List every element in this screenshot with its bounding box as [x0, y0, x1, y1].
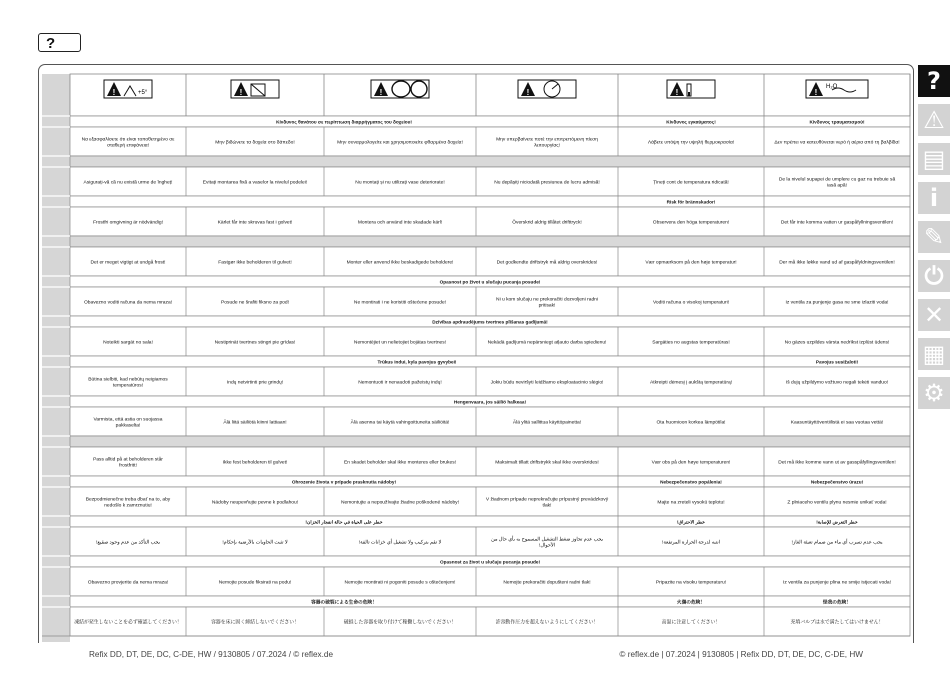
warning-text: 充填バルブは水で満たしてはいけません！ — [790, 620, 884, 626]
svg-text:!: ! — [675, 88, 679, 97]
warning-hot-surface-icon — [667, 80, 715, 98]
service-icon-glyph: ⚙ — [923, 379, 945, 407]
service-icon[interactable] — [918, 377, 950, 409]
warning-heading: Κίνδυνος εγκαύματος! — [666, 119, 716, 125]
warning-text: Μην βιδώνετε τα δοχεία στο δάπεδο! — [215, 140, 295, 146]
table-header-row — [70, 356, 910, 367]
table-row — [70, 607, 910, 636]
warning-text: Nu montați și nu utilizați vase deteriorate! — [355, 180, 445, 186]
warning-text: Posude ne šrafiti fiksno za pod! — [221, 300, 289, 306]
warning-heading: 怪我の危険！ — [822, 599, 852, 605]
warning-text: Älä ylitä sallittua käyttöpainetta! — [512, 420, 582, 426]
warning-heading: Nebezpečenstvo popálenia! — [660, 479, 722, 485]
disposal-bin-icon-glyph: ▦ — [922, 340, 946, 368]
warning-text: انتبه لدرجة الحرارة المرتفعة! — [662, 540, 720, 546]
warning-text: Bezpodmienečne treba dbať na to, aby nedošlo k zamrznutiu! — [85, 497, 171, 509]
warning-text: Nemontuoti ir nenaudoti pažeistų indų! — [358, 380, 442, 386]
warning-text: Älä asenna tai käytä vahingoittuneita säiliöitä! — [350, 420, 450, 426]
warning-text: لا تقم بتركيب ولا تشغيل أي خزانات تالفة! — [358, 540, 442, 546]
warning-text: يجب التأكد من عدم وجود صقيع! — [96, 540, 160, 546]
warning-pressure-gauge-icon — [518, 80, 576, 98]
table-header-row — [70, 156, 910, 167]
warning-text: De la nivelul supapei de umplere cu gaz nu trebuie să iasă apă! — [778, 177, 896, 189]
warning-heading: Opasnost po život u slučaju pucanja posude! — [439, 279, 541, 285]
svg-text:!: ! — [814, 88, 818, 97]
warning-icon-glyph: ⚠ — [923, 106, 945, 134]
warning-text: 破損した容器を取り付けて稼働しないでください！ — [343, 620, 457, 626]
warning-text: Noteikti sargāt no sala! — [103, 340, 153, 346]
warning-text: Älä liitä säiliötä kiinni lattiaan! — [223, 420, 287, 426]
warning-heading: Pavojus susižaloti! — [815, 359, 859, 365]
warning-text: En skadet beholder skal ikke monteres eller brukes! — [344, 460, 456, 466]
warning-text: يجب عدم تسرب أي ماء من صمام تعبئة الغاز! — [791, 540, 883, 546]
warning-frost-icon — [104, 80, 152, 98]
warning-text: Der må ikke løkke vand ud af gaspåfyldningsventilen! — [779, 260, 895, 266]
footer-left: Refix DD, DT, DE, DC, C-DE, HW / 9130805 / 07.2024 / © reflex.de — [89, 650, 334, 659]
warning-text: يجب عدم تجاوز ضغط التشغيل المسموح به بأي حال من الأحوال! — [491, 537, 603, 549]
warning-text: Asigurați-vă că nu există urme de îngheț! — [83, 180, 173, 186]
warning-text: Vær obs på den høye temperaturen! — [651, 460, 731, 466]
warning-text: Pass alltid på at beholderen står frostfritt! — [93, 457, 163, 469]
warning-text: Nemontujte a nepoužívajte žiadne poškodené nádoby! — [340, 500, 460, 506]
warning-text: Indų netvirtinti prie grindų! — [226, 380, 284, 386]
warning-text: Atkreipti dėmesį į aukštą temperatūrą! — [649, 380, 733, 386]
warning-text: Kärlet får inte skruvas fast i golvet! — [217, 220, 293, 226]
question-icon-glyph: ? — [927, 67, 941, 95]
table-row — [70, 527, 910, 556]
warning-text: Nemojte posude fiksirati na podu! — [218, 580, 292, 586]
wrench-cross-icon[interactable] — [918, 299, 950, 331]
warning-text: Nu depășiți niciodată presiunea de lucru admisă! — [494, 180, 600, 186]
warning-text: Μην υπερβαίνετε ποτέ την επιτρεπόμενη πίεση λειτουργίας! — [496, 137, 598, 149]
warning-heading: Nebezpečenstvo úrazu! — [810, 479, 864, 485]
row-label-strip — [42, 74, 70, 642]
table-header-row — [70, 516, 910, 527]
tools-icon-glyph: ✎ — [923, 223, 945, 251]
warning-heading: Trūkus indui, kyla pavojus gyvybei! — [377, 359, 457, 365]
warning-text: Kaasuntäyttöventiilistä ei saa vuotaa vettä! — [790, 420, 884, 426]
warning-damaged-vessel-icon — [371, 80, 429, 98]
warning-text: 高温に注意してください！ — [661, 620, 721, 626]
svg-text:!: ! — [239, 88, 243, 97]
warning-text: Ni u kom slučaju ne prekoračiti dozvoljeni radni pritisak! — [496, 297, 598, 309]
warning-text: Nemojte montirati ni pogoniti posude s oštećenjem! — [344, 580, 456, 586]
warning-water-valve-icon — [806, 80, 868, 98]
warning-text: 許容動作圧力を超えないようにしてください！ — [495, 620, 599, 626]
warning-text: لا تثبت الحاويات بالأرضية بإحكام! — [222, 540, 288, 546]
warning-heading: Opasnost za život u slučaju pucanja posude! — [439, 559, 541, 565]
warning-text: Nekādā gadījumā nepārsniegt atļauto darba spiedienu! — [487, 340, 607, 346]
trash-can-icon[interactable] — [918, 143, 950, 175]
info-icon-glyph: i — [929, 184, 939, 212]
warning-text: Maksimalt tillatt driftstrykk skal ikke overskrides! — [495, 460, 599, 466]
warning-text: Observera den höga temperaturen! — [652, 220, 730, 226]
warning-text: Varmista, että astia on suojassa pakkaselta! — [93, 417, 163, 429]
warning-heading: Risk för brännskador! — [666, 199, 716, 205]
warning-text: Fastgør ikke beholderen til gulvet! — [218, 260, 292, 266]
warning-text: Obavezno provjerite da nema mraza! — [87, 580, 169, 586]
warning-heading: 火傷の危険！ — [676, 599, 706, 605]
warning-heading: Κίνδυνος θανάτου σε περίπτωση διαρρήγματος του δοχείου! — [276, 119, 412, 125]
warning-text: Överskrid aldrig tillåtet drifttryck! — [512, 220, 582, 226]
warning-text: Voditi računa o visokoj temperaturi! — [652, 300, 730, 306]
warning-text: Μην συναρμολογείτε και χρησιμοποιείτε φθαρμένα δοχεία! — [337, 140, 463, 146]
warning-text: Obavezno voditi računa da nema mraza! — [83, 300, 173, 306]
warning-text: Nádoby neupevňujte pevne k podlahou! — [211, 500, 299, 506]
warning-text: Iš dujų užpildymo vožtuvo negali tekėti vanduo! — [785, 380, 889, 386]
warning-text: Evitați montarea fixă a vaselor la nivelul podelei! — [202, 180, 308, 186]
warning-text: Frostfri omgivning är nödvändig! — [93, 220, 163, 226]
warning-text: Det er meget vigtigt at undgå frost! — [90, 260, 166, 266]
table-row — [70, 407, 910, 436]
warning-heading: Dzīvības apdraudējums tvertnes plīšanas gadījumā! — [432, 319, 548, 325]
warning-heading: خطر على الحياة في حالة انفجار الخزان! — [305, 519, 383, 525]
warning-text: Țineți cont de temperatura ridicată! — [653, 180, 729, 186]
warning-text: Ota huomioon korkea lämpötila! — [656, 420, 726, 426]
table-row — [70, 287, 910, 316]
power-icon-glyph: ⏻ — [924, 262, 944, 290]
warning-no-floor-screw-icon — [231, 80, 279, 98]
warning-heading: Ohrozenie života v prípade prasknutia nádoby! — [291, 479, 397, 485]
disposal-bin-icon[interactable] — [918, 338, 950, 370]
warning-text: Z plniaceho ventilu plynu nesmie unikať voda! — [787, 500, 887, 506]
table-header-row — [70, 476, 910, 487]
warning-text: Det må ikke komme vann ut av gasspåfyllingsventilen! — [778, 460, 896, 466]
table-header-row — [70, 436, 910, 447]
warning-text: V žiadnom prípade neprekračujte prípustný prevádzkový tlak! — [485, 497, 609, 509]
footer-right: © reflex.de | 07.2024 | 9130805 | Refix DD, DT, DE, DC, C-DE, HW — [619, 650, 863, 659]
warning-icon[interactable] — [918, 104, 950, 136]
warning-text: Sargāties no augstas temperatūras! — [652, 340, 730, 346]
warning-text: Δεν πρέπει να κατευθύνεται νερό ή αέρια από τη βαλβίδα! — [774, 140, 900, 146]
warning-text: Det godkendte driftstryk må aldrig overskrides! — [496, 260, 598, 266]
svg-text:!: ! — [379, 88, 383, 97]
warning-heading: 容器の破裂による生命の危険！ — [311, 599, 377, 605]
warning-text: Nemontējiet un nelietojiet bojātas tvertnes! — [353, 340, 447, 346]
warning-text: Montera och använd inte skadade kärl! — [357, 220, 443, 226]
warning-text: Jokiu būdu neviršyti leidžiamo eksploatacinio slėgio! — [490, 380, 604, 386]
warning-text: Vær opmærksom på den høje temperatur! — [645, 260, 737, 266]
icon-row — [70, 74, 910, 116]
question-icon[interactable] — [918, 65, 950, 97]
tools-icon[interactable] — [918, 221, 950, 253]
svg-text:+5°: +5° — [138, 90, 148, 96]
warning-text: Būtina sielbiti, kad nebūtų neigiamos temperatūros! — [88, 377, 168, 389]
warning-heading: Κίνδυνος τραυματισμού! — [809, 119, 865, 125]
warning-text: Det får inte komma vatten ur gaspåfyllningsventilen! — [780, 220, 894, 226]
warning-text: Iz ventila za punjenje gasa ne sme izlaziti voda! — [785, 300, 889, 306]
info-icon[interactable] — [918, 182, 950, 214]
warning-heading: خطر الاحتراق! — [676, 519, 706, 525]
warning-text: Majte na zreteli vysokú teplotu! — [657, 500, 725, 506]
svg-text:!: ! — [112, 88, 116, 97]
warning-text: 容器を床に固く締結しないでください！ — [210, 620, 300, 626]
table-header-row — [70, 596, 910, 607]
help-question-box[interactable]: ? — [38, 33, 81, 52]
table-header-row — [70, 196, 910, 207]
warning-text: Pripazite na visoku temperaturu! — [655, 580, 727, 586]
trash-can-icon-glyph: ▤ — [922, 145, 946, 173]
warning-text: Ikke fest beholderen til gulvet! — [222, 460, 288, 466]
warning-heading: Hengenvaara, jos säiliö halkeaa! — [453, 399, 527, 405]
wrench-cross-icon-glyph: ✕ — [923, 301, 945, 329]
warning-text: Nemojte prekoračiti dopušteni radni tlak! — [503, 580, 591, 586]
warning-heading: خطر التعرض للإصابة! — [816, 519, 858, 525]
power-icon[interactable] — [918, 260, 950, 292]
warning-text: Λάβετε υπόψη την υψηλή θερμοκρασία! — [647, 140, 735, 146]
warning-text: No gāzes uzpildes vārsta nedrīkst izplūst ūdens! — [784, 340, 890, 346]
warning-text: Ne montirati i ne koristiti oštećene posude! — [353, 300, 447, 306]
svg-text:H₂O: H₂O — [826, 84, 838, 90]
warning-text: Iz ventila za punjenje plina ne smije istjecati voda! — [783, 580, 891, 586]
warning-text: 凍結が発生しないことを必ず確認してください！ — [74, 620, 182, 626]
table-header-row — [70, 236, 910, 247]
warning-text: Να εξασφαλίσετε ότι είναι τοποθετημένο σε σταθερή επιφάνεια! — [81, 137, 175, 149]
table-header-row — [70, 116, 910, 127]
svg-text:!: ! — [526, 88, 530, 97]
warning-text: Monter eller anvend ikke beskadigede beholdere! — [346, 260, 454, 266]
warning-text: Nestiprināt tvertnes stingri pie grīdas! — [214, 340, 296, 346]
